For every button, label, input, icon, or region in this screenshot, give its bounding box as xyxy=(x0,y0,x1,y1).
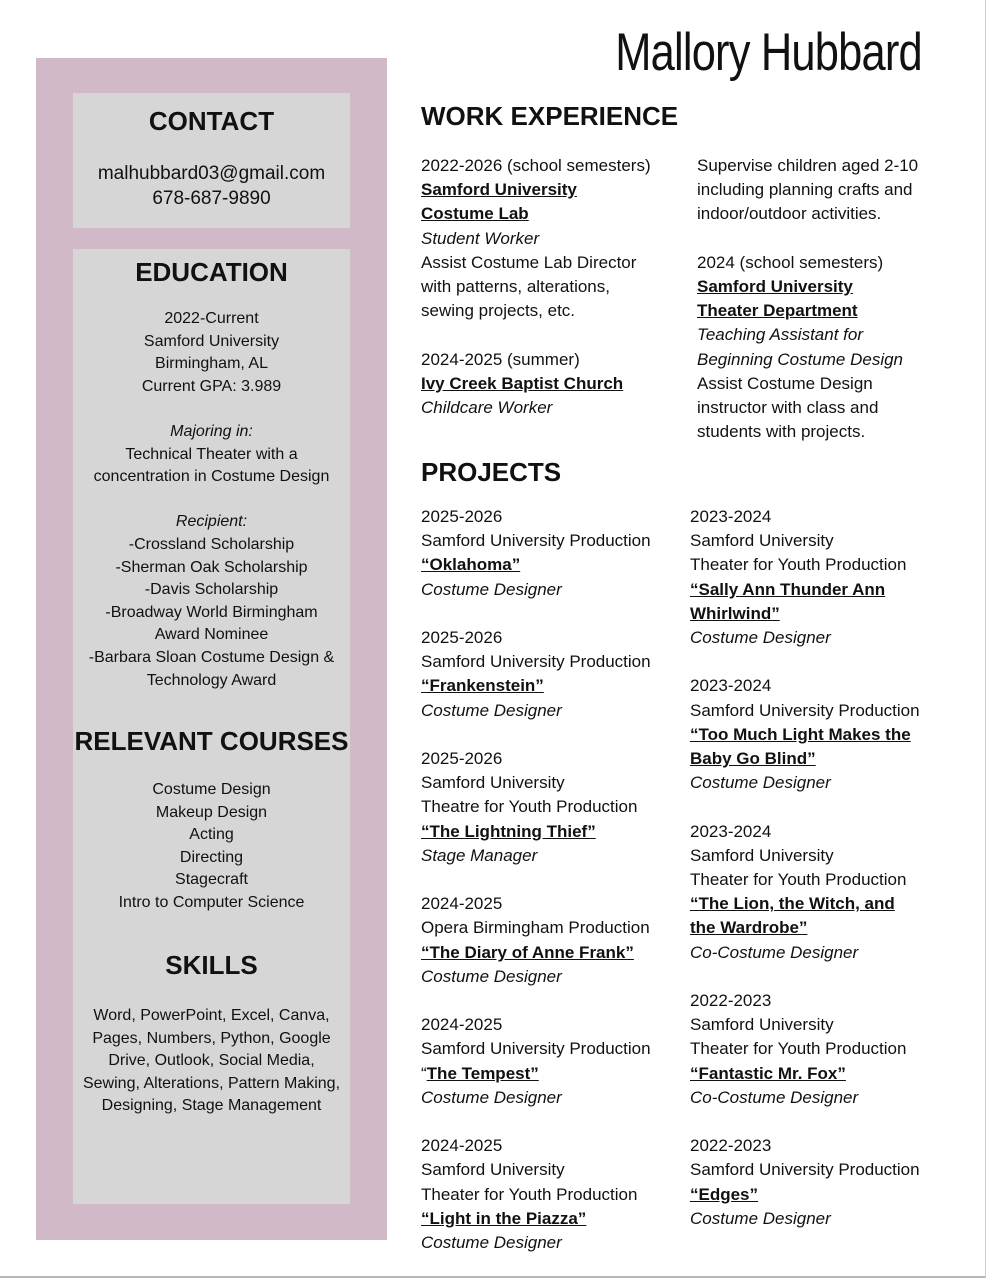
project-role: Costume Designer xyxy=(421,1233,562,1253)
project-org: Samford University xyxy=(690,1015,834,1035)
work-org: Costume Lab xyxy=(421,204,529,224)
skills-line: Pages, Numbers, Python, Google xyxy=(92,1029,331,1047)
project-org: Samford University xyxy=(421,773,565,793)
project-org: Samford University xyxy=(690,531,834,551)
project-org: Samford University Production xyxy=(421,1039,651,1059)
course-item: Directing xyxy=(179,848,244,866)
education-gpa: Current GPA: 3.989 xyxy=(141,377,282,395)
education-section xyxy=(73,257,350,692)
work-date: 2024 (school semesters) xyxy=(697,252,884,272)
resume-name: Mallory Hubbard xyxy=(615,23,922,82)
skills-line: Word, PowerPoint, Excel, Canva, xyxy=(93,1007,330,1024)
work-desc: Supervise children aged 2-10 xyxy=(697,156,919,175)
project-date: 2024-2025 xyxy=(421,1015,503,1035)
project-title: Whirlwind” xyxy=(690,603,780,623)
course-item: Acting xyxy=(189,826,234,844)
work-date: 2022-2026 (school semesters) xyxy=(421,156,651,175)
work-desc: Assist Costume Design xyxy=(697,373,873,393)
work-date: 2024-2025 (summer) xyxy=(421,349,580,369)
project-title: Baby Go Blind” xyxy=(690,749,816,769)
project-org: Samford University xyxy=(690,845,834,865)
work-column-1 xyxy=(421,154,651,420)
course-item: Intro to Computer Science xyxy=(118,893,305,911)
skills-heading: SKILLS xyxy=(165,950,258,980)
work-desc: indoor/outdoor activities. xyxy=(697,204,882,224)
course-item: Stagecraft xyxy=(175,871,248,889)
project-title: “The Lightning Thief” xyxy=(421,821,596,841)
award-item: -Crossland Scholarship xyxy=(128,535,295,553)
project-org: Samford University Production xyxy=(690,1160,920,1180)
work-org: Samford University xyxy=(697,277,853,296)
work-org: Ivy Creek Baptist Church xyxy=(421,373,624,393)
work-role: Childcare Worker xyxy=(421,398,553,418)
project-role: Costume Designer xyxy=(690,1208,831,1228)
project-title-quote: “ xyxy=(421,1063,427,1083)
contact-phone[interactable]: 678-687-9890 xyxy=(152,188,271,209)
project-date: 2025-2026 xyxy=(421,749,503,768)
project-org: Theater for Youth Production xyxy=(690,555,907,575)
project-org: Samford University Production xyxy=(421,531,651,551)
work-heading: WORK EXPERIENCE xyxy=(421,101,679,131)
project-org: Samford University Production xyxy=(690,700,920,720)
award-item: Award Nominee xyxy=(154,626,269,644)
project-title: “Too Much Light Makes the xyxy=(690,724,911,744)
work-org: Theater Department xyxy=(697,301,858,321)
project-title: the Wardrobe” xyxy=(690,918,808,938)
contact-heading: CONTACT xyxy=(148,106,275,136)
project-date: 2023-2024 xyxy=(690,821,772,841)
award-item: -Broadway World Birmingham xyxy=(105,603,318,621)
project-role: Co-Costume Designer xyxy=(690,942,859,962)
projects-heading: PROJECTS xyxy=(421,457,562,487)
projects-column-2 xyxy=(690,505,920,1231)
project-org: Theater for Youth Production xyxy=(690,1039,907,1059)
project-date: 2023-2024 xyxy=(690,676,772,696)
skills-line: Drive, Outlook, Social Media, xyxy=(108,1052,315,1070)
project-role: Costume Designer xyxy=(421,1087,562,1107)
project-title: “The Diary of Anne Frank” xyxy=(421,942,634,962)
projects-column-1 xyxy=(421,505,651,1255)
education-school: Samford University xyxy=(143,332,280,350)
project-role: Co-Costume Designer xyxy=(690,1087,859,1107)
project-org: Samford University Production xyxy=(421,652,651,672)
project-date: 2025-2026 xyxy=(421,507,503,526)
project-org: Opera Birmingham Production xyxy=(421,918,650,938)
contact-email[interactable]: malhubbard03@gmail.com xyxy=(97,163,326,184)
education-location: Birmingham, AL xyxy=(155,355,268,373)
project-date: 2024-2025 xyxy=(421,1136,503,1156)
work-desc: students with projects. xyxy=(697,422,866,442)
award-item: -Sherman Oak Scholarship xyxy=(115,558,308,576)
recipient-label: Recipient: xyxy=(175,513,248,531)
project-title: “Edges” xyxy=(690,1184,759,1204)
project-org: Samford University xyxy=(421,1160,565,1180)
skills-section xyxy=(73,950,350,1118)
work-desc: Assist Costume Lab Director xyxy=(421,252,637,272)
project-role: Stage Manager xyxy=(421,845,538,865)
project-title: “Light in the Piazza” xyxy=(421,1208,587,1228)
project-date: 2025-2026 xyxy=(421,628,503,647)
project-title: “Oklahoma” xyxy=(421,555,521,575)
work-org: Samford University xyxy=(421,180,577,200)
project-org: Theatre for Youth Production xyxy=(421,797,638,817)
work-desc: sewing projects, etc. xyxy=(421,301,576,321)
work-role: Student Worker xyxy=(421,228,540,248)
project-title: “The Lion, the Witch, and xyxy=(690,894,895,914)
project-title: The Tempest” xyxy=(426,1063,539,1083)
majoring-label: Majoring in: xyxy=(170,422,253,440)
project-role: Costume Designer xyxy=(421,700,562,720)
course-item: Makeup Design xyxy=(155,803,268,821)
courses-section xyxy=(73,726,350,915)
project-title: “Fantastic Mr. Fox” xyxy=(690,1063,846,1083)
project-org: Theater for Youth Production xyxy=(421,1184,638,1204)
work-column-2 xyxy=(697,154,918,444)
award-item: -Davis Scholarship xyxy=(144,581,279,599)
project-org: Theater for Youth Production xyxy=(690,870,907,890)
project-date: 2022-2023 xyxy=(690,991,772,1011)
project-role: Costume Designer xyxy=(690,773,831,793)
project-date: 2022-2023 xyxy=(690,1136,772,1156)
award-item: -Barbara Sloan Costume Design & xyxy=(88,648,335,666)
work-desc: instructor with class and xyxy=(697,398,879,418)
work-desc: with patterns, alterations, xyxy=(421,277,610,297)
education-heading: EDUCATION xyxy=(135,257,288,287)
project-role: Costume Designer xyxy=(690,628,831,648)
course-item: Costume Design xyxy=(152,781,271,798)
major-line: Technical Theater with a xyxy=(125,445,298,463)
project-date: 2023-2024 xyxy=(690,507,772,526)
skills-line: Sewing, Alterations, Pattern Making, xyxy=(82,1074,341,1092)
skills-line: Designing, Stage Management xyxy=(101,1097,322,1115)
courses-heading: RELEVANT COURSES xyxy=(74,726,349,756)
work-role: Teaching Assistant for xyxy=(697,325,863,345)
contact-section xyxy=(73,106,350,211)
education-years: 2022-Current xyxy=(164,310,259,327)
project-date: 2024-2025 xyxy=(421,894,503,914)
major-line: concentration in Costume Design xyxy=(93,468,330,486)
award-item: Technology Award xyxy=(146,671,277,689)
work-desc: including planning crafts and xyxy=(697,180,913,200)
project-title: “Frankenstein” xyxy=(421,676,544,696)
work-role: Beginning Costume Design xyxy=(697,349,904,369)
project-role: Costume Designer xyxy=(421,966,562,986)
project-title: “Sally Ann Thunder Ann xyxy=(690,579,886,599)
project-role: Costume Designer xyxy=(421,579,562,599)
